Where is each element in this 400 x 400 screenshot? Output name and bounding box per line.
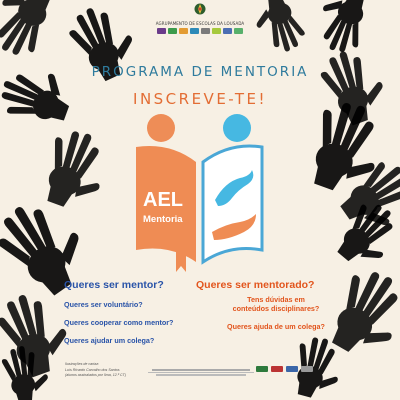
program-title: PROGRAMA DE MENTORIA <box>91 64 309 80</box>
mentor-question: Queres ajudar um colega? <box>64 336 155 345</box>
fine-print-line <box>156 374 246 376</box>
mentor-section <box>64 279 173 345</box>
mentee-heading: Queres ser mentorado? <box>196 279 315 291</box>
credits-line: Ilustrações de cartaz: <box>65 362 100 366</box>
book-right-page <box>203 146 262 262</box>
funding-logo <box>256 366 268 372</box>
credits-line: Luís Ricardo Carvalho dos Santos <box>65 367 120 372</box>
logo-acronym: AEL <box>143 189 183 211</box>
signup-call-to-action: INSCREVE-TE! <box>133 90 267 108</box>
school-name: AGRUPAMENTO DE ESCOLAS DA LOUSADA <box>155 21 245 26</box>
mentee-question: Tens dúvidas em conteúdos disciplinares? <box>232 295 320 313</box>
mentor-head-icon <box>147 114 175 142</box>
bookmark-icon <box>176 240 186 272</box>
fine-print-line <box>152 369 250 371</box>
logo-label: Mentoria <box>143 214 183 225</box>
funding-logo <box>286 366 298 372</box>
mentee-head-icon <box>223 114 251 142</box>
funding-logo <box>271 366 283 372</box>
mentor-question: Queres ser voluntário? <box>64 300 143 309</box>
funding-logo <box>301 366 313 372</box>
fine-print-line <box>148 372 254 374</box>
mentee-section <box>196 279 325 331</box>
credits <box>65 362 126 379</box>
mentee-question: Queres ajuda de um colega? <box>227 322 325 331</box>
funding-logos <box>256 366 313 372</box>
mentor-question: Queres cooperar como mentor? <box>64 318 174 327</box>
credits-line: (alunos assinalados por Ilma, 12.º CT) <box>65 373 127 377</box>
footer-fine-print <box>146 368 256 377</box>
mentor-heading: Queres ser mentor? <box>64 279 164 291</box>
